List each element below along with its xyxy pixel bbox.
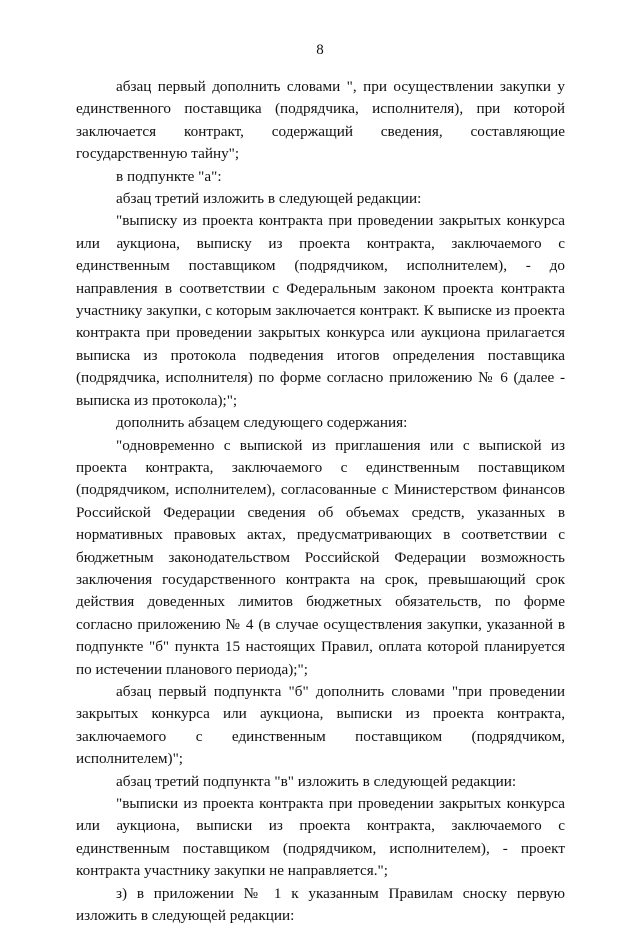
paragraph-4: "выписку из проекта контракта при проведении закрытых конкурса или аукциона, выписку из проекта контракта, заключаемого с единственным поставщиком (подрядчиком, исполнителем), - до направления в соответствии с Федеральным законом проекта контракта участнику закупки, с которым заключается контракт. К выписке из проекта контракта при проведении закрытых конкурса или аукциона прилагается выписка из протокола подведения итогов определения поставщика (подрядчика, исполнителя) по форме согласно приложению № 6 (далее - выписка из протокола);"; [76,212,565,409]
paragraph-2: в подпункте "а": [116,167,222,185]
page-number: 8 [316,42,324,58]
paragraph-6: "одновременно с выпиской из приглашения или с выпиской из проекта контракта, заключаемого с единственным поставщиком (подрядчиком, исполнителем), согласованные с Министерством финансов Российской Федерации сведения об объемах средств, указанных в нормативных правовых актах, предусматривающих в соответствии с бюджетным законодательством Российской Федерации возможность заключения государственного контракта на срок, превышающий срок действия доведенных лимитов бюджетных обязательств, по форме согласно приложению № 4 (в случае осуществления закупки, указанной в подпункте "б" пункта 15 настоящих Правил, оплата которой планируется по истечении планового периода);"; [76,436,565,678]
paragraph-10: з) в приложении № 1 к указанным Правилам сноску первую изложить в следующей редакции: [76,884,565,925]
document-body [76,76,565,927]
paragraph-3: абзац третий изложить в следующей редакции: [116,190,422,208]
paragraph-8: абзац третий подпункта "в" изложить в следующей редакции: [116,772,517,790]
paragraph-9: "выписки из проекта контракта при проведении закрытых конкурса или аукциона, выписки из проекта контракта, заключаемого с единственным поставщиком (подрядчиком, исполнителем), - проект контракта участнику закупки не направляется."; [76,795,565,880]
paragraph-5: дополнить абзацем следующего содержания: [116,414,408,432]
paragraph-1: абзац первый дополнить словами ", при осуществлении закупки у единственного поставщика (подрядчика, исполнителя), при которой заключается контракт, содержащий сведения, составляющие государственную тайну"; [76,78,565,163]
paragraph-7: абзац первый подпункта "б" дополнить словами "при проведении закрытых конкурса или аукциона, выписки из проекта контракта, заключаемого с единственным поставщиком (подрядчиком, исполнителем)"; [76,682,565,768]
